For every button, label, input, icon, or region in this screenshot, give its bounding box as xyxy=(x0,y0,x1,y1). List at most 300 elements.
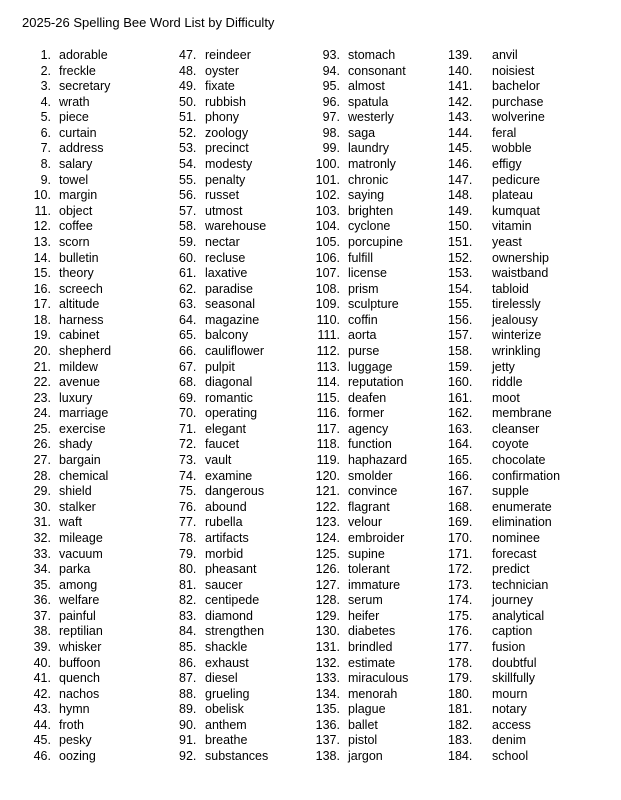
word-entry xyxy=(0,375,160,391)
word-entry xyxy=(448,593,618,609)
word-text: kumquat xyxy=(492,203,540,218)
word-entry xyxy=(448,219,618,235)
word-text: margin xyxy=(59,188,98,203)
word-text: jetty xyxy=(492,359,515,374)
word-number: 50. xyxy=(179,94,197,109)
word-entry xyxy=(448,640,618,656)
word-number: 61. xyxy=(179,266,197,281)
word-entry xyxy=(0,437,160,453)
word-text: recluse xyxy=(205,250,246,265)
word-number: 21. xyxy=(33,359,51,374)
word-text: strengthen xyxy=(205,624,265,639)
word-text: wrath xyxy=(59,94,90,109)
word-number: 116. xyxy=(316,406,340,421)
word-text: harness xyxy=(59,312,104,327)
word-text: painful xyxy=(59,608,96,623)
word-entry xyxy=(448,531,618,547)
word-entry xyxy=(0,469,160,485)
word-number: 95. xyxy=(322,79,340,94)
word-number: 70. xyxy=(179,406,197,421)
word-entry xyxy=(160,157,305,173)
word-text: porcupine xyxy=(348,234,403,249)
word-text: penalty xyxy=(205,172,246,187)
word-text: wobble xyxy=(492,141,532,156)
word-number: 3. xyxy=(40,79,51,94)
word-text: adorable xyxy=(59,48,108,62)
word-number: 47. xyxy=(179,48,197,62)
word-entry xyxy=(160,531,305,547)
word-number: 177. xyxy=(448,639,473,654)
word-number: 19. xyxy=(33,328,51,343)
word-number: 58. xyxy=(179,219,197,234)
word-entry xyxy=(160,469,305,485)
word-entry xyxy=(160,110,305,126)
word-entry xyxy=(160,141,305,157)
word-number: 121. xyxy=(315,484,340,499)
word-number: 154. xyxy=(448,281,473,296)
word-text: estimate xyxy=(348,655,396,670)
word-entry xyxy=(0,702,160,718)
word-number: 115. xyxy=(316,390,340,405)
word-text: pedicure xyxy=(492,172,540,187)
word-number: 155. xyxy=(448,297,473,312)
word-entry xyxy=(300,718,450,734)
word-entry xyxy=(0,141,160,157)
word-text: wrinkling xyxy=(492,343,541,358)
word-text: laundry xyxy=(348,141,389,156)
word-text: purchase xyxy=(492,94,544,109)
word-entry xyxy=(160,687,305,703)
word-entry xyxy=(448,671,618,687)
word-number: 151. xyxy=(448,234,473,249)
word-text: artifacts xyxy=(205,530,249,545)
word-text: jargon xyxy=(348,749,383,764)
word-text: matronly xyxy=(348,157,396,172)
word-number: 77. xyxy=(179,515,197,530)
word-text: buffoon xyxy=(59,655,101,670)
word-number: 143. xyxy=(448,110,473,125)
word-text: coffee xyxy=(59,219,93,234)
word-text: exercise xyxy=(59,421,106,436)
word-number: 83. xyxy=(179,608,197,623)
word-entry xyxy=(0,547,160,563)
word-entry xyxy=(448,624,618,640)
word-text: rubella xyxy=(205,515,243,530)
word-entry xyxy=(300,79,450,95)
word-number: 49. xyxy=(179,79,197,94)
word-number: 135. xyxy=(315,702,340,717)
word-text: notary xyxy=(492,702,527,717)
word-number: 140. xyxy=(448,63,473,78)
word-text: screech xyxy=(59,281,103,296)
word-text: object xyxy=(59,203,93,218)
word-entry xyxy=(300,266,450,282)
word-number: 122. xyxy=(315,499,340,514)
word-entry xyxy=(0,562,160,578)
word-entry xyxy=(0,718,160,734)
word-entry xyxy=(448,251,618,267)
word-number: 81. xyxy=(179,577,197,592)
word-text: supple xyxy=(492,484,529,499)
word-number: 18. xyxy=(33,312,51,327)
word-text: among xyxy=(59,577,98,592)
word-number: 93. xyxy=(322,48,340,62)
word-text: denim xyxy=(492,733,527,748)
word-text: enumerate xyxy=(492,499,552,514)
word-number: 55. xyxy=(179,172,197,187)
word-number: 62. xyxy=(179,281,197,296)
word-column-3 xyxy=(300,48,450,765)
word-number: 84. xyxy=(179,624,197,639)
word-number: 74. xyxy=(179,468,197,483)
word-entry xyxy=(0,531,160,547)
word-entry xyxy=(448,157,618,173)
word-number: 46. xyxy=(33,749,51,764)
word-entry xyxy=(160,640,305,656)
word-entry xyxy=(448,173,618,189)
word-number: 8. xyxy=(40,157,51,172)
word-text: brindled xyxy=(348,639,393,654)
word-number: 146. xyxy=(448,157,473,172)
word-text: waistband xyxy=(492,266,549,281)
word-number: 158. xyxy=(448,343,473,358)
word-text: cyclone xyxy=(348,219,391,234)
word-text: supine xyxy=(348,546,385,561)
word-entry xyxy=(0,173,160,189)
word-text: diagonal xyxy=(205,375,253,390)
word-entry xyxy=(300,437,450,453)
word-text: phony xyxy=(205,110,240,125)
word-number: 131. xyxy=(315,639,340,654)
word-entry xyxy=(160,578,305,594)
word-text: elegant xyxy=(205,421,247,436)
word-entry xyxy=(448,484,618,500)
word-text: waft xyxy=(59,515,82,530)
word-text: exhaust xyxy=(205,655,249,670)
word-number: 92. xyxy=(179,749,197,764)
word-number: 166. xyxy=(448,468,473,483)
word-text: piece xyxy=(59,110,89,125)
word-entry xyxy=(0,624,160,640)
word-text: froth xyxy=(59,717,85,732)
word-number: 112. xyxy=(316,343,340,358)
word-text: coyote xyxy=(492,437,529,452)
word-entry xyxy=(0,48,160,64)
word-number: 181. xyxy=(448,702,473,717)
word-entry xyxy=(448,344,618,360)
word-number: 179. xyxy=(448,671,473,686)
word-number: 100. xyxy=(315,157,340,172)
word-entry xyxy=(448,64,618,80)
word-number: 97. xyxy=(322,110,340,125)
word-number: 145. xyxy=(448,141,473,156)
word-number: 110. xyxy=(316,312,340,327)
word-text: marriage xyxy=(59,406,109,421)
word-number: 63. xyxy=(179,297,197,312)
word-text: grueling xyxy=(205,686,250,701)
word-number: 51. xyxy=(179,110,197,125)
word-number: 10. xyxy=(33,188,51,203)
word-number: 88. xyxy=(179,686,197,701)
word-text: cleanser xyxy=(492,421,540,436)
word-text: elimination xyxy=(492,515,552,530)
word-entry xyxy=(300,733,450,749)
word-entry xyxy=(300,484,450,500)
word-entry xyxy=(300,110,450,126)
word-text: mildew xyxy=(59,359,98,374)
word-text: fulfill xyxy=(348,250,374,265)
word-number: 165. xyxy=(448,453,473,468)
word-text: membrane xyxy=(492,406,552,421)
word-entry xyxy=(448,235,618,251)
word-entry xyxy=(0,515,160,531)
word-number: 25. xyxy=(33,421,51,436)
word-number: 76. xyxy=(179,499,197,514)
word-text: romantic xyxy=(205,390,253,405)
word-text: mileage xyxy=(59,530,103,545)
word-text: tolerant xyxy=(348,562,390,577)
word-entry xyxy=(160,79,305,95)
word-text: feral xyxy=(492,125,517,140)
word-text: cabinet xyxy=(59,328,100,343)
word-entry xyxy=(448,48,618,64)
word-entry xyxy=(448,578,618,594)
word-text: obelisk xyxy=(205,702,244,717)
word-entry xyxy=(448,406,618,422)
word-entry xyxy=(448,733,618,749)
word-number: 111. xyxy=(317,328,340,343)
word-number: 157. xyxy=(448,328,473,343)
word-text: avenue xyxy=(59,375,101,390)
word-text: haphazard xyxy=(348,453,408,468)
word-text: faucet xyxy=(205,437,240,452)
word-text: function xyxy=(348,437,392,452)
word-number: 163. xyxy=(448,421,473,436)
word-text: shepherd xyxy=(59,343,112,358)
word-entry xyxy=(160,360,305,376)
word-text: oyster xyxy=(205,63,240,78)
word-number: 39. xyxy=(33,639,51,654)
word-text: luggage xyxy=(348,359,393,374)
word-number: 156. xyxy=(448,312,473,327)
word-number: 120. xyxy=(315,468,340,483)
word-text: convince xyxy=(348,484,398,499)
word-text: magazine xyxy=(205,312,260,327)
word-entry xyxy=(300,671,450,687)
word-entry xyxy=(0,79,160,95)
word-text: school xyxy=(492,749,529,764)
word-entry xyxy=(160,702,305,718)
word-entry xyxy=(300,624,450,640)
word-entry xyxy=(448,126,618,142)
word-entry xyxy=(0,344,160,360)
word-text: nominee xyxy=(492,530,540,545)
word-entry xyxy=(0,188,160,204)
word-text: plague xyxy=(348,702,386,717)
word-text: journey xyxy=(492,593,533,608)
word-entry xyxy=(448,141,618,157)
word-text: saying xyxy=(348,188,385,203)
word-entry xyxy=(300,204,450,220)
word-entry xyxy=(448,188,618,204)
word-number: 2. xyxy=(40,63,51,78)
word-number: 113. xyxy=(316,359,340,374)
word-text: doubtful xyxy=(492,655,537,670)
word-entry xyxy=(160,749,305,765)
word-text: bachelor xyxy=(492,79,540,94)
word-number: 26. xyxy=(33,437,51,452)
word-entry xyxy=(300,453,450,469)
word-text: aorta xyxy=(348,328,377,343)
word-entry xyxy=(0,406,160,422)
word-entry xyxy=(448,749,618,765)
word-number: 98. xyxy=(322,125,340,140)
word-number: 124. xyxy=(315,530,340,545)
word-text: former xyxy=(348,406,385,421)
word-entry xyxy=(160,484,305,500)
word-text: quench xyxy=(59,671,101,686)
word-text: heifer xyxy=(348,608,380,623)
word-text: purse xyxy=(348,343,380,358)
word-entry xyxy=(0,656,160,672)
word-entry xyxy=(0,110,160,126)
word-number: 66. xyxy=(179,343,197,358)
word-entry xyxy=(160,173,305,189)
word-number: 118. xyxy=(316,437,340,452)
word-number: 33. xyxy=(33,546,51,561)
word-number: 36. xyxy=(33,593,51,608)
word-text: modesty xyxy=(205,157,253,172)
word-number: 79. xyxy=(179,546,197,561)
word-entry xyxy=(300,500,450,516)
word-entry xyxy=(300,173,450,189)
word-number: 31. xyxy=(33,515,51,530)
word-number: 35. xyxy=(33,577,51,592)
word-entry xyxy=(0,640,160,656)
word-text: russet xyxy=(205,188,240,203)
word-text: examine xyxy=(205,468,253,483)
word-entry xyxy=(300,702,450,718)
word-text: caption xyxy=(492,624,533,639)
word-entry xyxy=(0,500,160,516)
word-entry xyxy=(448,687,618,703)
word-number: 147. xyxy=(448,172,473,187)
word-text: parka xyxy=(59,562,91,577)
word-text: forecast xyxy=(492,546,537,561)
word-text: towel xyxy=(59,172,89,187)
word-number: 4. xyxy=(40,94,51,109)
word-text: serum xyxy=(348,593,383,608)
word-text: seasonal xyxy=(205,297,256,312)
word-number: 5. xyxy=(40,110,51,125)
word-text: license xyxy=(348,266,387,281)
word-number: 40. xyxy=(33,655,51,670)
word-column-2 xyxy=(160,48,305,765)
word-entry xyxy=(0,484,160,500)
word-entry xyxy=(448,79,618,95)
document-title: 2025-26 Spelling Bee Word List by Difficulty xyxy=(22,15,275,30)
word-number: 104. xyxy=(315,219,340,234)
word-text: immature xyxy=(348,577,401,592)
word-number: 138. xyxy=(315,749,340,764)
word-number: 17. xyxy=(33,297,51,312)
word-text: oozing xyxy=(59,749,96,764)
word-entry xyxy=(448,562,618,578)
word-number: 152. xyxy=(448,250,473,265)
word-text: cauliflower xyxy=(205,343,265,358)
word-column-1 xyxy=(0,48,160,765)
word-entry xyxy=(0,749,160,765)
word-number: 65. xyxy=(179,328,197,343)
word-entry xyxy=(448,609,618,625)
word-number: 14. xyxy=(33,250,51,265)
word-entry xyxy=(448,469,618,485)
word-text: reputation xyxy=(348,375,404,390)
word-number: 172. xyxy=(448,562,473,577)
word-number: 85. xyxy=(179,639,197,654)
word-number: 27. xyxy=(33,453,51,468)
word-entry xyxy=(448,95,618,111)
word-text: effigy xyxy=(492,157,522,172)
word-entry xyxy=(300,406,450,422)
word-entry xyxy=(300,328,450,344)
word-number: 54. xyxy=(179,157,197,172)
word-text: diesel xyxy=(205,671,238,686)
word-text: technician xyxy=(492,577,549,592)
word-entry xyxy=(300,126,450,142)
word-text: plateau xyxy=(492,188,534,203)
word-text: tirelessly xyxy=(492,297,541,312)
word-text: dangerous xyxy=(205,484,265,499)
word-number: 119. xyxy=(316,453,340,468)
word-entry xyxy=(300,609,450,625)
word-text: hymn xyxy=(59,702,90,717)
word-number: 89. xyxy=(179,702,197,717)
word-number: 105. xyxy=(315,234,340,249)
word-entry xyxy=(300,48,450,64)
word-text: salary xyxy=(59,157,93,172)
word-entry xyxy=(0,609,160,625)
word-number: 182. xyxy=(448,717,473,732)
word-entry xyxy=(448,391,618,407)
word-entry xyxy=(0,313,160,329)
word-entry xyxy=(160,188,305,204)
word-number: 132. xyxy=(315,655,340,670)
word-entry xyxy=(160,718,305,734)
word-entry xyxy=(300,297,450,313)
word-text: prism xyxy=(348,281,379,296)
word-number: 6. xyxy=(40,125,51,140)
word-entry xyxy=(0,733,160,749)
word-entry xyxy=(448,110,618,126)
word-entry xyxy=(300,344,450,360)
word-entry xyxy=(0,266,160,282)
word-number: 106. xyxy=(315,250,340,265)
word-number: 94. xyxy=(322,63,340,78)
word-text: anthem xyxy=(205,717,247,732)
word-number: 101. xyxy=(315,172,340,187)
word-number: 78. xyxy=(179,530,197,545)
word-text: substances xyxy=(205,749,269,764)
word-number: 86. xyxy=(179,655,197,670)
word-entry xyxy=(160,297,305,313)
word-entry xyxy=(0,204,160,220)
word-entry xyxy=(448,656,618,672)
word-number: 87. xyxy=(179,671,197,686)
word-text: freckle xyxy=(59,63,96,78)
word-text: stomach xyxy=(348,48,396,62)
word-text: shady xyxy=(59,437,93,452)
